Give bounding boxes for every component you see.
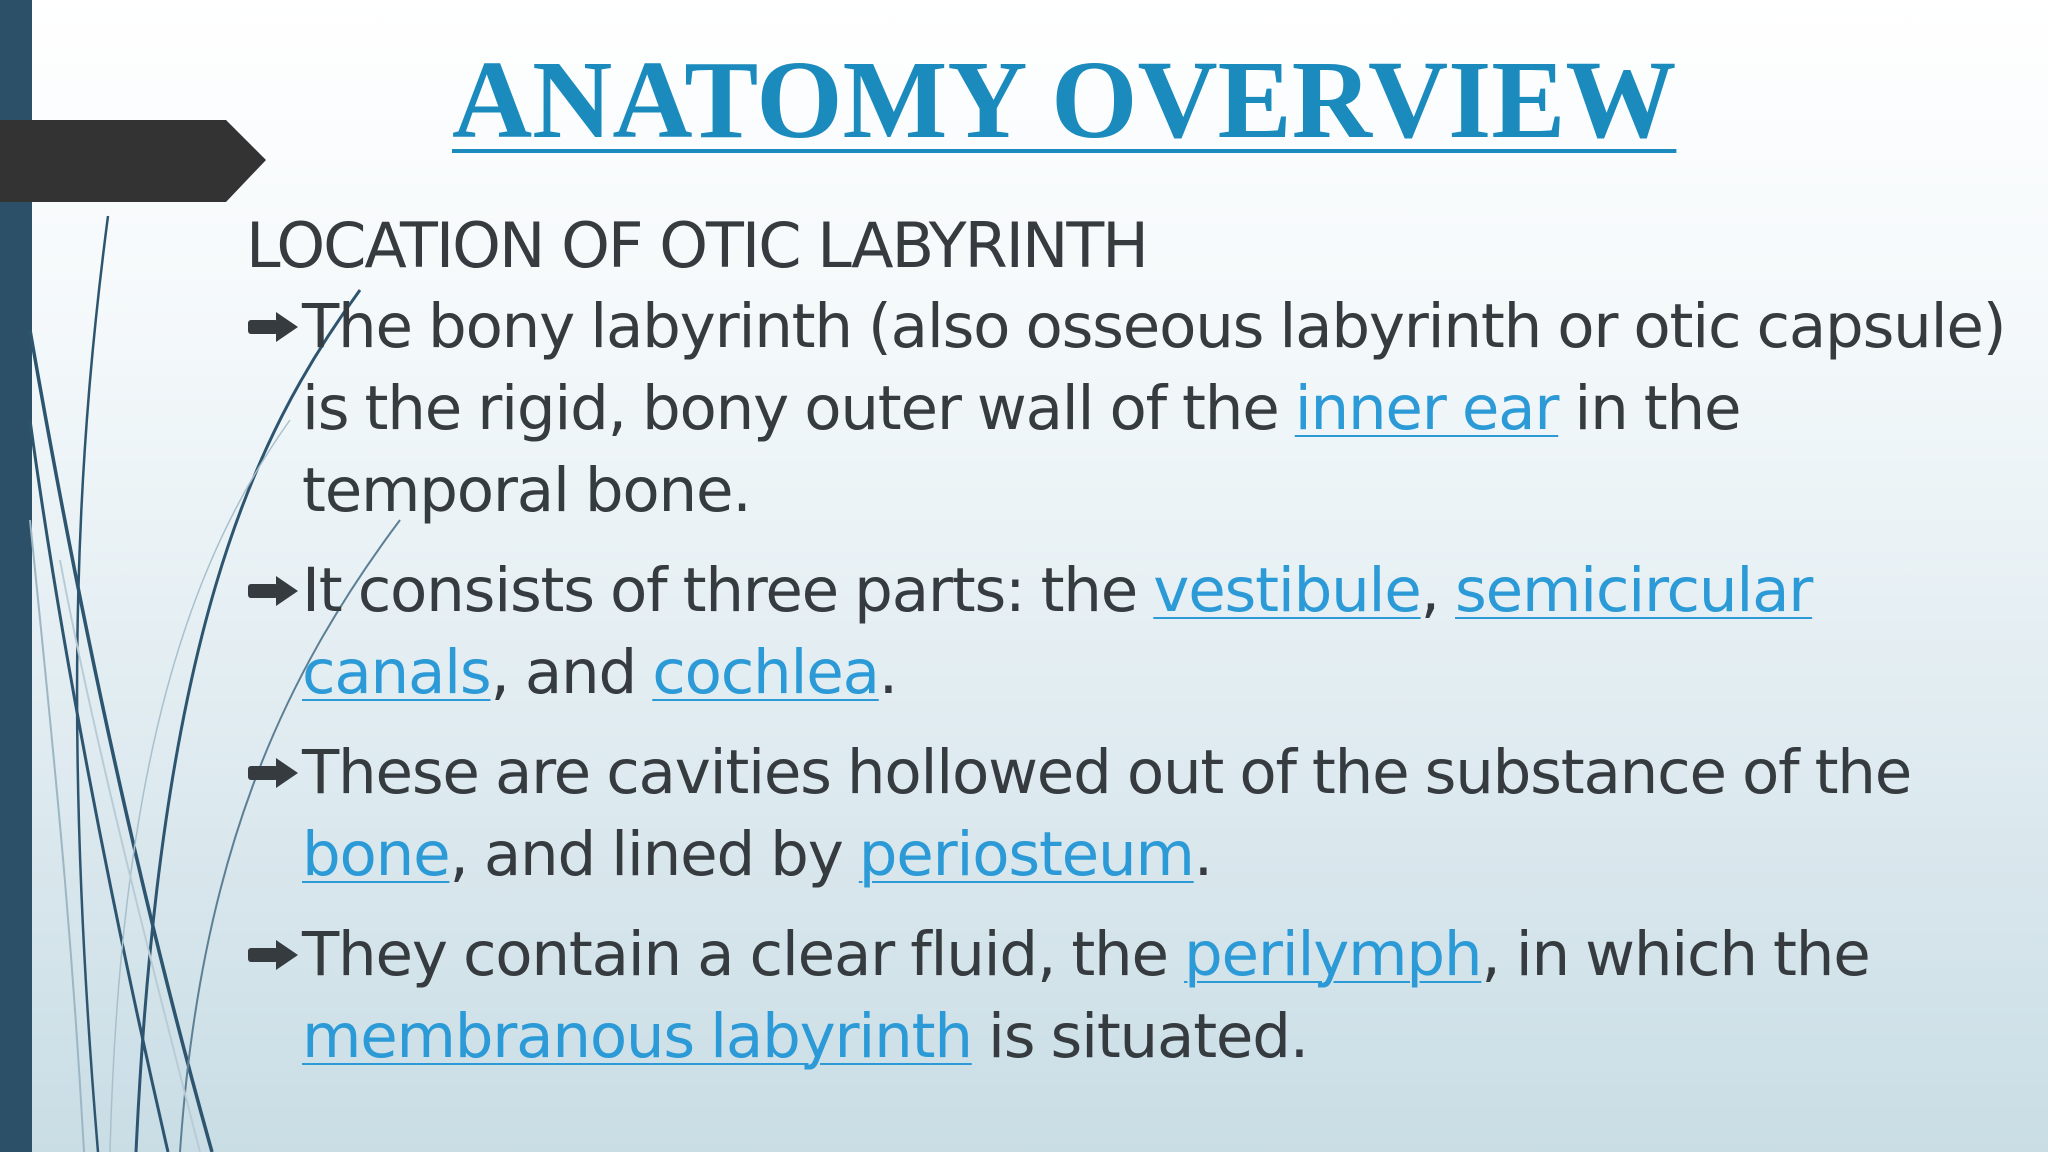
- link-inner-ear[interactable]: inner ear: [1294, 373, 1559, 444]
- link-bone[interactable]: bone: [302, 819, 450, 890]
- link-vestibule[interactable]: vestibule: [1153, 555, 1421, 626]
- arrow-right-icon: [248, 576, 300, 606]
- arrow-right-icon: [248, 940, 300, 970]
- slide-subtitle: LOCATION OF OTIC LABYRINTH: [246, 209, 1147, 282]
- link-cochlea[interactable]: cochlea: [652, 637, 879, 708]
- bullet-text: The bony labyrinth (also osseous labyrinth or otic capsule) is the rigid, bony outer wall of the: [302, 291, 2006, 444]
- link-semicircular-canals[interactable]: semicircular canals: [302, 555, 1813, 708]
- bullet-item: [246, 914, 2006, 1078]
- link-periosteum[interactable]: periosteum: [858, 819, 1194, 890]
- bullet-text: , in which the: [1481, 919, 1870, 990]
- title-container: [452, 36, 1677, 166]
- bullet-text: .: [1193, 819, 1212, 890]
- arrow-right-icon: [248, 312, 300, 342]
- bullet-item: [246, 732, 2006, 896]
- bullet-text: in the temporal bone.: [302, 373, 1741, 526]
- link-membranous-labyrinth[interactable]: membranous labyrinth: [302, 1001, 972, 1072]
- bullet-text: These are cavities hollowed out of the substance of the: [302, 737, 1912, 808]
- bullet-item: [246, 550, 2006, 714]
- bullet-list: [246, 286, 2006, 1078]
- bullet-text: is situated.: [971, 1001, 1308, 1072]
- bullet-text: ,: [1420, 555, 1456, 626]
- bullet-text: , and lined by: [449, 819, 859, 890]
- arrow-right-icon: [248, 758, 300, 788]
- bullet-text: , and: [490, 637, 653, 708]
- bullet-text: They contain a clear fluid, the: [302, 919, 1185, 990]
- link-perilymph[interactable]: perilymph: [1184, 919, 1482, 990]
- tab-arrow-shape: [0, 120, 266, 202]
- bullet-text: .: [878, 637, 897, 708]
- bullet-text: It consists of three parts: the: [302, 555, 1154, 626]
- slide-title: ANATOMY OVERVIEW: [452, 39, 1677, 162]
- slide-body: [246, 206, 2006, 1078]
- bullet-item: [246, 286, 2006, 532]
